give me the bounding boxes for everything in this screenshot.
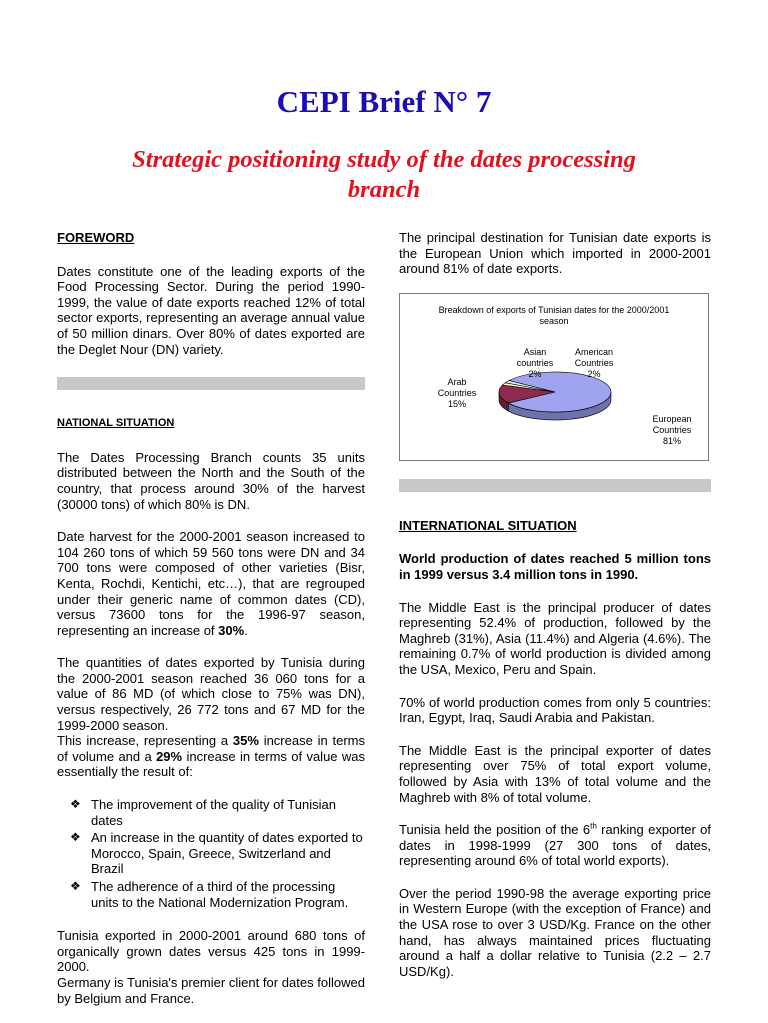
section-divider (57, 377, 365, 390)
diamond-bullet-icon: ❖ (70, 879, 81, 893)
international-lead: World production of dates reached 5 million tons in 1999 versus 3.4 million tons in 1990. (399, 551, 711, 582)
international-heading: INTERNATIONAL SITUATION (399, 517, 577, 533)
foreword-heading: FOREWORD (57, 230, 135, 245)
diamond-bullet-icon: ❖ (70, 830, 81, 845)
pie-label-american-countries: American Countries 2% (574, 346, 614, 379)
page-title: CEPI Brief N° 7 (276, 84, 492, 119)
international-paragraph-3: The Middle East is the principal exporter of dates representing over 75% of total export volume, followed by Asia with 13% of total volume and the Maghreb with 8% of total volume. (399, 742, 711, 805)
export-destination-paragraph: The principal destination for Tunisian date exports is the European Union which imported in 2000-2001 around 81% of date exports. (399, 230, 711, 277)
national-paragraph-2: Date harvest for the 2000-2001 season increased to 104 260 tons of which 59 560 tons were DN and 34 700 tons were composed of other varieties (Bisr, Kenta, Rochdi, Kentichi, etc…), that are regrouped under their generic name of common dates (CD), versus 73600 tons for the 1996-97 season, representing an increase of 30%. (57, 529, 365, 638)
diamond-bullet-icon: ❖ (70, 797, 81, 812)
national-paragraph-3: The quantities of dates exported by Tunisia during the 2000-2001 season reached 36 060 tons for a value of 86 MD (of which close to 75% was DN), versus respectively, 26 772 tons and 67 MD for the 1999-2000 season. This increase, representing a 35% increase in terms of volume and a 29% increase in terms of value was essentially the result of: (57, 655, 365, 780)
pie-label-asian-countries: Asian countries 2% (516, 346, 554, 379)
international-paragraph-2: 70% of world production comes from only 5 countries: Iran, Egypt, Iraq, Saudi Arabia and Pakistan. (399, 694, 711, 726)
left-column (57, 230, 365, 1023)
international-paragraph-4: Tunisia held the position of the 6th ranking exporter of dates in 1998-1999 (27 300 tons of dates, representing around 6% of total world exports). (399, 821, 711, 869)
national-paragraph-1: The Dates Processing Branch counts 35 units distributed between the North and the South of the country, that process around 30% of the harvest (30000 tons) of which 80% is DN. (57, 449, 365, 512)
list-item: ❖ The adherence of a third of the processing units to the National Modernization Program. (70, 879, 349, 910)
list-item: ❖ The improvement of the quality of Tunisian dates (70, 797, 336, 828)
pie-svg (400, 294, 708, 460)
international-paragraph-1: The Middle East is the principal producer of dates representing 52.4% of production, followed by the Maghreb (31%), Asia (11.4%) and Algeria (4.6%). The remaining 0.7% of world production is divided among the USA, Mexico, Peru and Spain. (399, 599, 711, 677)
factors-list (57, 797, 365, 910)
pie-label-european-countries: European Countries 81% (652, 413, 692, 446)
international-paragraph-5: Over the period 1990-98 the average exporting price in Western Europe (with the exception of France) and the USA rose to over 3 USD/Kg. France on the other hand, has always maintained prices fluctuating around a half a dollar relative to Tunisia (2.2 – 2.7 USD/Kg). (399, 885, 711, 979)
right-column (399, 230, 711, 996)
section-divider (399, 479, 711, 492)
chart-title: Breakdown of exports of Tunisian dates for the 2000/2001 season (438, 304, 670, 326)
list-item: ❖ An increase in the quantity of dates exported to Morocco, Spain, Greece, Switzerland and Brazil (70, 830, 363, 877)
exports-pie-chart (399, 293, 709, 461)
pie-label-arab-countries: Arab Countries 15% (437, 376, 477, 409)
page-subtitle: Strategic positioning study of the dates processing branch (132, 146, 636, 203)
national-heading: NATIONAL SITUATION (57, 417, 175, 430)
national-paragraph-4: Tunisia exported in 2000-2001 around 680 tons of organically grown dates versus 425 tons in 1999-2000. Germany is Tunisia's premier client for dates followed by Belgium and France. (57, 928, 365, 1006)
foreword-text: Dates constitute one of the leading exports of the Food Processing Sector. During the period 1990-1999, the value of date exports reached 12% of total sector exports, representing an average annual value of 50 million dinars. Over 80% of dates exported are the Deglet Nour (DN) variety. (57, 263, 365, 357)
